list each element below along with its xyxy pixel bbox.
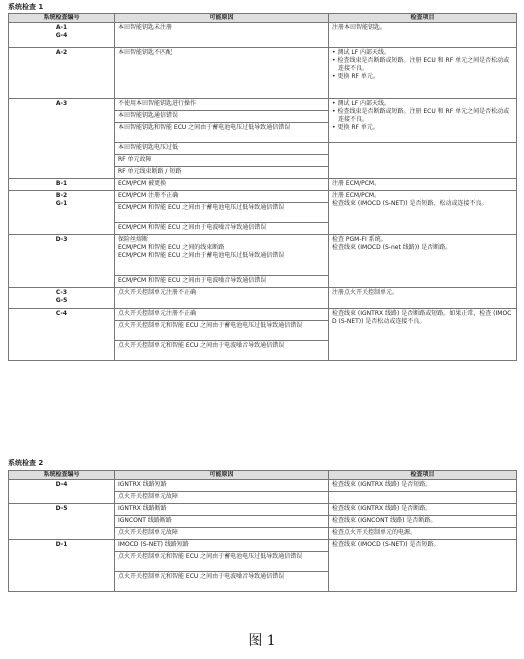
check-cell — [329, 143, 517, 179]
check-code: D-5 — [9, 504, 115, 540]
table-row — [9, 309, 517, 321]
table-row — [9, 480, 517, 492]
check-code: D-3 — [9, 235, 115, 288]
table1-title: 系统检查 1 — [8, 3, 44, 11]
table-row — [9, 179, 517, 191]
cause-cell: 本田智能钥匙通信错误 — [115, 111, 329, 123]
check-code: B-1 — [9, 179, 115, 191]
cause-cell: 点火开关控制单元和智能 ECU 之间由于电波噪音导致通信错误 — [115, 572, 329, 592]
table-row — [9, 99, 517, 111]
check-code: A-1 G-4 — [9, 23, 115, 48]
cause-cell: IGNTRX 线路断路 — [115, 504, 329, 516]
header-code: 系统检查编号 — [9, 14, 115, 23]
cause-cell: 本田智能钥匙不匹配 — [115, 48, 329, 99]
check-cell: 检查 PGM-FI 系统。 检查线束 (IMOCD (S-net 线路)) 是否断路。 — [329, 235, 517, 288]
cause-cell: 点火开关控制单元和智能 ECU 之间由于电波噪音导致通信错误 — [115, 341, 329, 361]
cause-cell: 点火开关控制单元注册不正确 — [115, 309, 329, 321]
cause-cell: 点火开关控制单元注册不正确 — [115, 288, 329, 309]
table-row — [9, 504, 517, 516]
cause-cell: ECM/PCM 被更换 — [115, 179, 329, 191]
cause-cell: ECM/PCM 注册不正确 — [115, 191, 329, 203]
check-code: C-3 G-5 — [9, 288, 115, 309]
header-cause: 可能原因 — [115, 14, 329, 23]
table-row — [9, 191, 517, 203]
check-code: A-3 — [9, 99, 115, 179]
header-check: 检查项目 — [329, 471, 517, 480]
check-code: B-2 G-1 — [9, 191, 115, 235]
cause-cell: IMOCD (S-NET) 线路短路 — [115, 540, 329, 552]
check-cell — [329, 492, 517, 504]
cause-cell: 点火开关控制单元故障 — [115, 492, 329, 504]
check-cell: 检查线束 (IGNTRX 线路) 是否断路。 — [329, 504, 517, 516]
system-check-2-table — [8, 470, 517, 592]
cause-cell: 不使用本田智能钥匙进行操作 — [115, 99, 329, 111]
check-code: D-1 — [9, 540, 115, 592]
cause-cell: 保险丝熔断 ECM/PCM 和智能 ECU 之间的线束断路 ECM/PCM 和智能 ECU 之间由于蓄电池电压过低导致通信错误 — [115, 235, 329, 276]
table2-title: 系统检查 2 — [8, 459, 44, 467]
table-row — [9, 23, 517, 48]
cause-cell: IGNCONT 线路断路 — [115, 516, 329, 528]
header-check: 检查项目 — [329, 14, 517, 23]
check-cell: 检查线束 (IGNTRX 线路) 是否短路。 — [329, 480, 517, 492]
figure-caption: 图 1 — [248, 633, 276, 649]
cause-cell: 本田智能钥匙电压过低 — [115, 143, 329, 155]
check-code: C-4 — [9, 309, 115, 361]
header-code: 系统检查编号 — [9, 471, 115, 480]
check-cell: 注册 ECM/PCM。 检查线束 (IMOCD (S-NET)) 是否短路、松动或连接不良。 — [329, 191, 517, 235]
check-cell: • 测试 LF 内部天线。 • 检查线束是否断路或短路。注册 ECU 和 RF 单元之间是否松动或连接不良。 • 更换 RF 单元。 — [329, 99, 517, 143]
table-header-row — [9, 471, 517, 480]
check-cell: 检查线束 (IMOCD (S-NET)) 是否短路。 — [329, 540, 517, 592]
check-cell: 注册 ECM/PCM。 — [329, 179, 517, 191]
cause-cell: 本田智能钥匙未注册 — [115, 23, 329, 48]
table-row — [9, 235, 517, 276]
cause-cell: 点火开关控制单元和智能 ECU 之间由于蓄电池电压过低导致通信错误 — [115, 552, 329, 572]
cause-cell: RF 单元故障 — [115, 155, 329, 167]
cause-cell: RF 单元线束断路 / 短路 — [115, 167, 329, 179]
table-row — [9, 48, 517, 99]
system-check-1-table — [8, 13, 517, 361]
check-cell: 检查点火开关控制单元的电源。 — [329, 528, 517, 540]
cause-cell: ECM/PCM 和智能 ECU 之间由于电波噪音导致通信错误 — [115, 223, 329, 235]
check-cell: 注册点火开关控制单元。 — [329, 288, 517, 309]
cause-cell: 本田智能钥匙和智能 ECU 之间由于蓄电池电压过低导致通信错误 — [115, 123, 329, 143]
check-cell: 注册本田智能钥匙。 — [329, 23, 517, 48]
table-row — [9, 540, 517, 552]
cause-cell: 点火开关控制单元故障 — [115, 528, 329, 540]
check-code: A-2 — [9, 48, 115, 99]
cause-cell: 点火开关控制单元和智能 ECU 之间由于蓄电池电压过低导致通信错误 — [115, 321, 329, 341]
cause-cell: IGNTRX 线路短路 — [115, 480, 329, 492]
check-cell: 检查线束 (IGNCONT 线路) 是否断路。 — [329, 516, 517, 528]
check-code: D-4 — [9, 480, 115, 504]
table-row — [9, 288, 517, 309]
check-cell: 检查线束 (IGNTRX 线路) 是否断路或短路。如果正常，检查 (IMOCD (S-NET)) 是否松动或连接不良。 — [329, 309, 517, 361]
cause-cell: ECM/PCM 和智能 ECU 之间由于电波噪音导致通信错误 — [115, 276, 329, 288]
header-cause: 可能原因 — [115, 471, 329, 480]
check-cell: • 测试 LF 内部天线。 • 检查线束是否断路或短路。注册 ECU 和 RF 单元之间是否松动或连接不良。 • 更换 RF 单元。 — [329, 48, 517, 99]
table-header-row — [9, 14, 517, 23]
cause-cell: ECM/PCM 和智能 ECU 之间由于蓄电池电压过低导致通信错误 — [115, 203, 329, 223]
